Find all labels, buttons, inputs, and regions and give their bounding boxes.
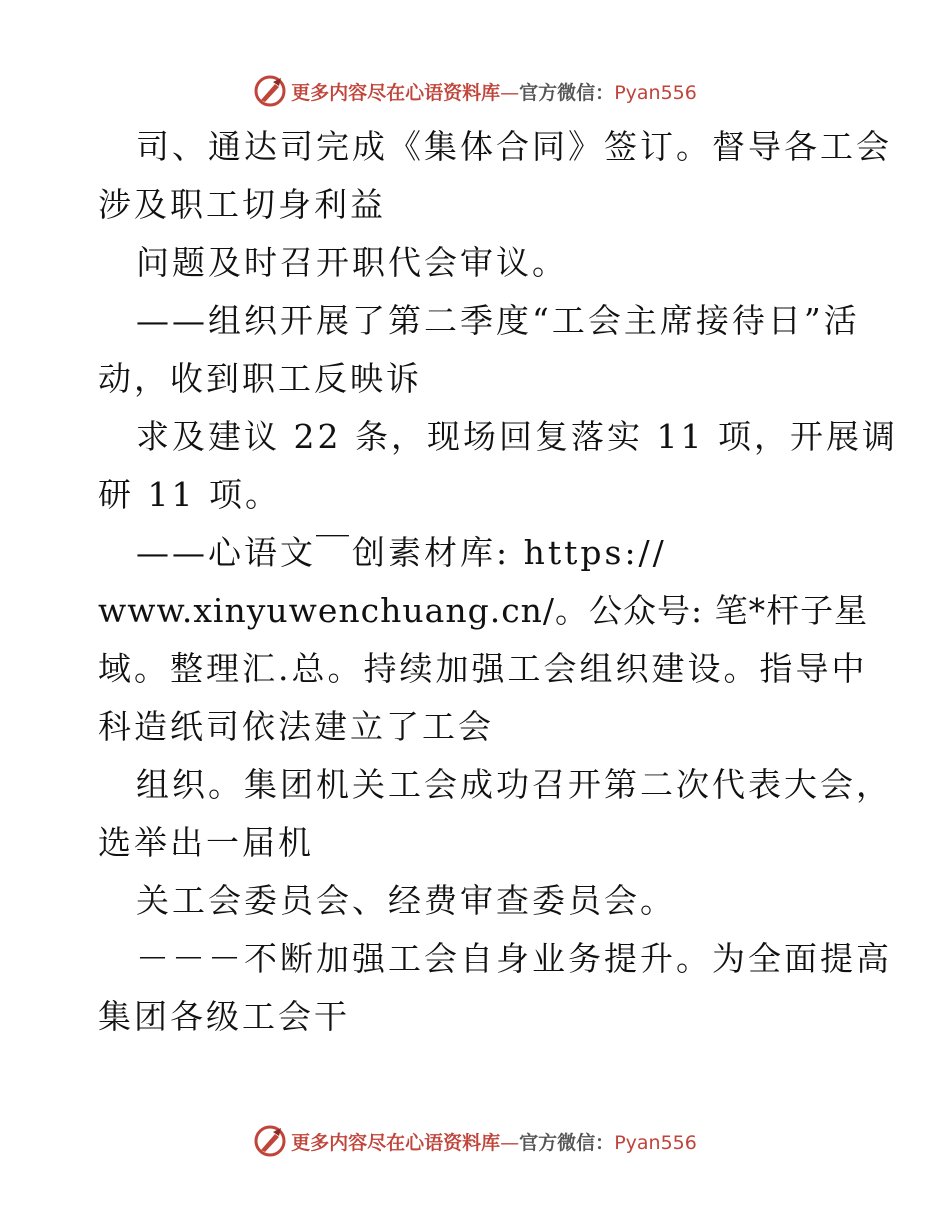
banner-text	[291, 1128, 697, 1155]
banner-wechat-id: Pyan556	[614, 1131, 697, 1154]
banner-label: 官方微信：	[519, 1131, 615, 1154]
text-line: 求及建议 22 条，现场回复落实 11 项，开展调	[136, 417, 898, 456]
footer-banner	[0, 1121, 950, 1161]
banner-label: 官方微信：	[519, 81, 615, 104]
header-banner	[0, 71, 950, 111]
text-line: 涉及职工切身利益	[98, 185, 386, 224]
text-line: 关工会委员会、经费审查委员会。	[136, 881, 676, 920]
banner-dash: —	[500, 1131, 520, 1154]
text-line: 域。整理汇.总。持续加强工会组织建设。指导中	[98, 649, 868, 688]
text-line: 动，收到职工反映诉	[98, 359, 422, 398]
text-line: 司、通达司完成《集体合同》签订。督导各工会	[136, 127, 892, 166]
text-line: －－－不断加强工会自身业务提升。为全面提高	[136, 939, 892, 978]
document-body	[98, 118, 898, 1046]
text-line: www.xinyuwenchuang.cn/。公众号: 笔*杆子星	[98, 591, 869, 630]
text-line: 问题及时召开职代会审议。	[136, 243, 568, 282]
text-line: 组织。集团机关工会成功召开第二次代表大会，	[136, 765, 892, 804]
banner-wechat-id: Pyan556	[614, 81, 697, 104]
text-line: ——组织开展了第二季度“工会主席接待日”活	[136, 301, 860, 340]
banner-main-text: 更多内容尽在心语资料库	[291, 81, 501, 104]
banner-main-text: 更多内容尽在心语资料库	[291, 1131, 501, 1154]
text-line: 科造纸司依法建立了工会	[98, 707, 494, 746]
pen-logo-icon	[253, 1124, 287, 1158]
text-line: 集团各级工会干	[98, 997, 350, 1036]
text-line: 研 11 项。	[98, 475, 281, 514]
text-line: 选举出一届机	[98, 823, 314, 862]
text-line: ——心语文￣创素材库: https://	[136, 533, 667, 572]
banner-dash: —	[500, 81, 520, 104]
pen-logo-icon	[253, 74, 287, 108]
banner-text	[291, 78, 697, 105]
